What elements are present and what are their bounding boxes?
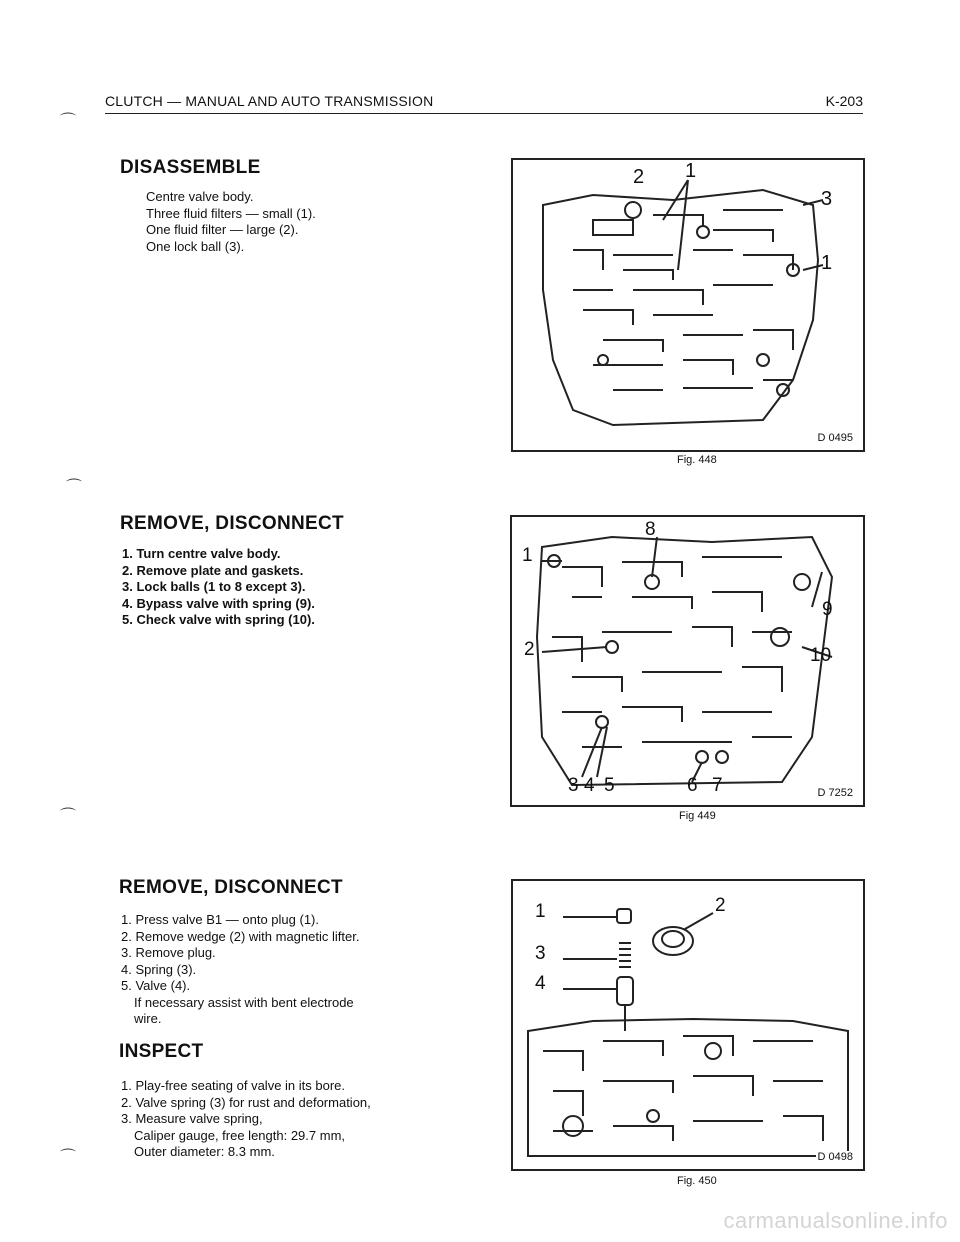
callout-label: 10 bbox=[810, 645, 832, 666]
figure-code: D 0498 bbox=[817, 1151, 853, 1163]
callout-label: 3 bbox=[535, 943, 546, 964]
margin-mark: ⌒ bbox=[60, 1149, 77, 1166]
body-line: 2. Remove plate and gaskets. bbox=[122, 562, 304, 578]
section-body-disassemble bbox=[146, 189, 316, 255]
callout-label: 2 bbox=[524, 639, 535, 660]
figure-code: D 0495 bbox=[817, 432, 853, 444]
callout-label: 1 bbox=[821, 252, 833, 274]
callout-label: 4 bbox=[584, 775, 595, 796]
body-line: Three fluid filters — small (1). bbox=[146, 205, 316, 221]
body-line: 4. Bypass valve with spring (9). bbox=[122, 595, 315, 611]
callout-label: 3 bbox=[568, 775, 579, 796]
callout-label: 2 bbox=[633, 166, 645, 188]
valve-body-drawing bbox=[513, 160, 863, 450]
section-body-remove-2 bbox=[121, 912, 359, 1028]
header-title: CLUTCH — MANUAL AND AUTO TRANSMISSION bbox=[105, 93, 434, 109]
page-header bbox=[105, 93, 863, 114]
callout-label: 7 bbox=[712, 775, 723, 796]
body-line: 1. Turn centre valve body. bbox=[122, 546, 281, 561]
section-body-remove-1 bbox=[122, 546, 315, 629]
body-line: 5. Valve (4). bbox=[121, 978, 191, 993]
figure-449 bbox=[510, 515, 865, 807]
figure-450 bbox=[511, 879, 865, 1171]
figure-code: D 7252 bbox=[817, 787, 853, 799]
section-heading-remove-1: REMOVE, DISCONNECT bbox=[120, 513, 344, 534]
figure-caption: Fig. 448 bbox=[677, 454, 717, 466]
callout-label: 1 bbox=[535, 901, 546, 922]
margin-mark: ⌒ bbox=[60, 113, 77, 130]
body-line: 4. Spring (3). bbox=[121, 961, 197, 977]
callout-label: 1 bbox=[685, 160, 697, 182]
section-heading-disassemble: DISASSEMBLE bbox=[120, 157, 261, 178]
callout-label: 4 bbox=[535, 973, 546, 994]
body-line: 5. Check valve with spring (10). bbox=[122, 612, 315, 627]
body-line: One fluid filter — large (2). bbox=[146, 222, 299, 237]
figure-caption: Fig 449 bbox=[679, 810, 716, 822]
callout-label: 8 bbox=[645, 519, 656, 540]
body-line: 3. Remove plug. bbox=[121, 945, 216, 960]
body-line: 1. Press valve B1 — onto plug (1). bbox=[121, 912, 319, 927]
page-number: K-203 bbox=[825, 93, 863, 109]
callout-label: 3 bbox=[821, 188, 833, 210]
body-line: One lock ball (3). bbox=[146, 238, 245, 254]
section-heading-remove-2: REMOVE, DISCONNECT bbox=[119, 877, 343, 898]
section-body-inspect bbox=[121, 1078, 371, 1161]
margin-mark: ⌒ bbox=[66, 479, 83, 496]
body-line: 3. Measure valve spring, bbox=[121, 1111, 263, 1126]
body-line: 2. Remove wedge (2) with magnetic lifter. bbox=[121, 928, 360, 944]
body-line: 2. Valve spring (3) for rust and deformation, bbox=[121, 1094, 371, 1110]
callout-label: 9 bbox=[822, 599, 833, 620]
watermark: carmanualsonline.info bbox=[723, 1208, 948, 1233]
body-line: Centre valve body. bbox=[146, 189, 254, 204]
body-line: Caliper gauge, free length: 29.7 mm, bbox=[134, 1127, 346, 1143]
margin-mark: ⌒ bbox=[60, 808, 77, 825]
section-heading-inspect: INSPECT bbox=[119, 1041, 204, 1062]
callout-label: 1 bbox=[522, 545, 533, 566]
callout-label: 5 bbox=[604, 775, 615, 796]
body-line: If necessary assist with bent electrode bbox=[134, 994, 354, 1010]
body-line: 3. Lock balls (1 to 8 except 3). bbox=[122, 579, 306, 594]
figure-448 bbox=[511, 158, 865, 452]
valve-parts-drawing bbox=[513, 881, 863, 1169]
body-line: Outer diameter: 8.3 mm. bbox=[134, 1144, 275, 1159]
callout-label: 6 bbox=[687, 775, 698, 796]
body-line: wire. bbox=[134, 1011, 162, 1026]
figure-caption: Fig. 450 bbox=[677, 1175, 717, 1187]
body-line: 1. Play-free seating of valve in its bore. bbox=[121, 1078, 346, 1093]
callout-label: 2 bbox=[715, 895, 726, 916]
